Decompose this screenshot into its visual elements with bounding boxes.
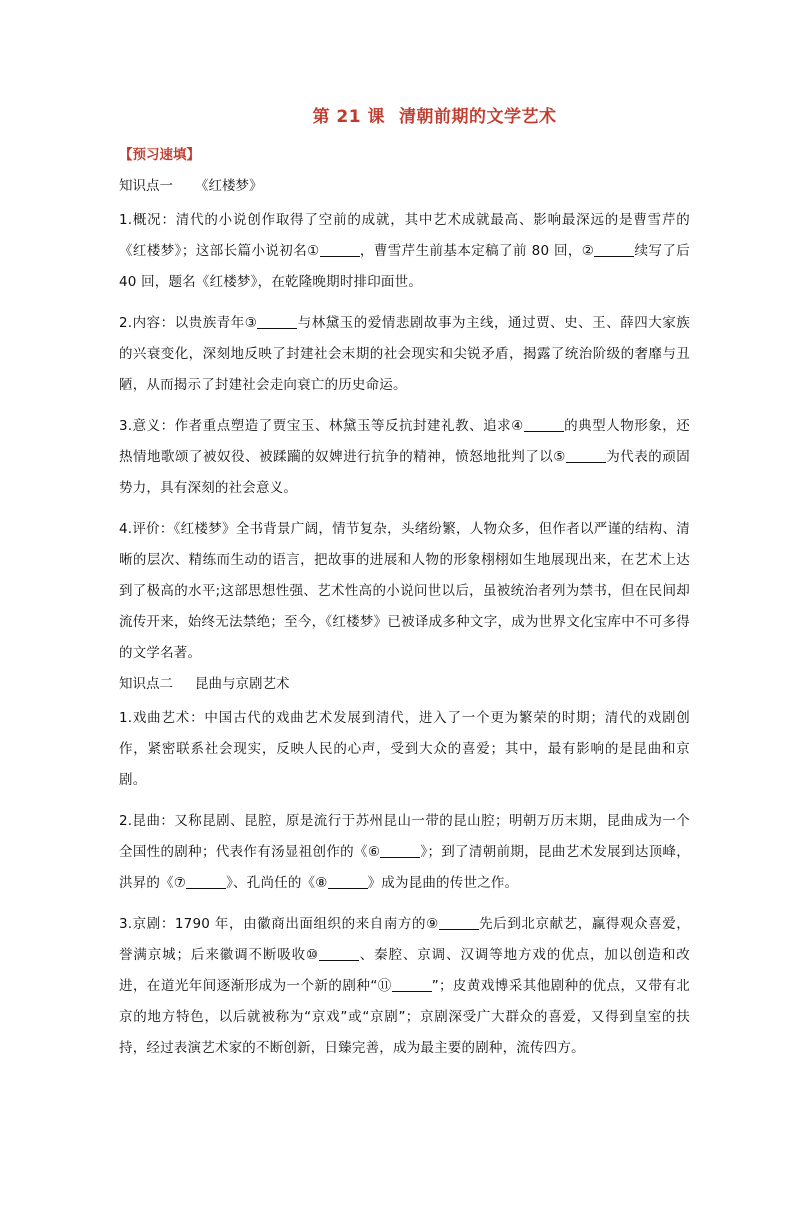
kp2-label: 知识点二 <box>119 676 173 692</box>
kp1-item-4 <box>119 514 690 669</box>
blank-8 <box>328 874 368 889</box>
kp1-item-1-text-b: ，曹雪芹生前基本定稿了前 80 回，② <box>359 243 595 259</box>
knowledge-point-1-heading <box>119 177 690 195</box>
kp2-item-3 <box>119 909 690 1064</box>
blank-2 <box>594 242 634 257</box>
kp1-item-1-text-a: 1.概况：清代的小说创作取得了空前的成就，其中艺术成就最高、影响最深远的是曹雪芹的《红楼梦》；这部长篇小说初名① <box>119 212 690 259</box>
blank-7 <box>186 874 226 889</box>
kp2-item-2 <box>119 806 690 899</box>
kp2-item-3-text-b: 先后到北京献艺，赢得观众喜爱，誉满京城；后来徽调不断吸收⑩ <box>119 916 690 963</box>
lesson-number: 第 21 课 <box>312 107 385 127</box>
document-page <box>0 106 790 1224</box>
lesson-name: 清朝前期的文学艺术 <box>399 107 557 127</box>
kp1-item-3 <box>119 411 690 504</box>
kp1-item-3-text-a: 3.意义：作者重点塑造了贾宝玉、林黛玉等反抗封建礼教、追求④ <box>119 418 524 434</box>
kp1-label: 知识点一 <box>119 178 173 194</box>
kp2-item-2-text-b: 》；到了清朝前期，昆曲艺术发展到达顶峰，洪昇的《⑦ <box>119 844 690 891</box>
kp2-topic: 昆曲与京剧艺术 <box>195 676 290 692</box>
blank-4 <box>524 417 564 432</box>
blank-5 <box>566 448 606 463</box>
kp2-item-2-text-c: 》、孔尚任的《⑧ <box>226 875 328 891</box>
kp1-item-3-text-b: 的典型人物形象，还热情地歌颂了被奴役、被蹂躏的奴婢进行抗争的精神，愤怒地批判了以⑤ <box>119 418 690 465</box>
kp1-item-4-text: 4.评价：《红楼梦》全书背景广阔，情节复杂，头绪纷繁，人物众多，但作者以严谨的结构、清晰的层次、精练而生动的语言，把故事的进展和人物的形象栩栩如生地展现出来，在艺术上达到了极高的水平;这部思想性强、艺术性高的小说问世以后，虽被统治者列为禁书，但在民间却流传开来，始终无法禁绝；至今，《红楼梦》已被译成多种文字，成为世界文化宝库中不可多得的文学名著。 <box>119 521 690 661</box>
kp2-item-3-text-c: 、秦腔、京调、汉调等地方戏的优点，加以创造和改进，在道光年间逐渐形成为一个新的剧种“⑪ <box>119 947 690 994</box>
section-tag: 【预习速填】 <box>119 147 200 163</box>
knowledge-point-2-heading <box>119 675 690 693</box>
kp1-item-1-text-c: 续写了后 40 回，题名《红楼梦》，在乾隆晚期时排印面世。 <box>119 243 690 290</box>
kp2-item-3-text-a: 3.京剧：1790 年，由徽商出面组织的来自南方的⑨ <box>119 916 439 932</box>
kp1-item-1 <box>119 205 690 298</box>
kp1-item-2-text-b: 与林黛玉的爱情悲剧故事为主线，通过贾、史、王、薛四大家族的兴衰变化，深刻地反映了封建社会末期的社会现实和尖锐矛盾，揭露了统治阶级的奢靡与丑陋，从而揭示了封建社会走向衰亡的历史命运。 <box>119 315 690 393</box>
blank-3 <box>257 314 297 329</box>
lesson-title <box>119 106 690 128</box>
blank-10 <box>319 946 359 961</box>
kp2-item-2-text-a: 2.昆曲：又称昆剧、昆腔，原是流行于苏州昆山一带的昆山腔；明朝万历末期，昆曲成为一个全国性的剧种；代表作有汤显祖创作的《⑥ <box>119 813 690 860</box>
blank-9 <box>439 915 479 930</box>
kp1-item-3-text-c: 为代表的顽固势力，具有深刻的社会意义。 <box>119 449 690 496</box>
blank-11 <box>392 977 432 992</box>
kp1-topic: 《红楼梦》 <box>195 178 263 194</box>
kp1-item-2 <box>119 308 690 401</box>
kp2-item-1 <box>119 703 690 796</box>
blank-1 <box>320 242 360 257</box>
kp2-item-1-text: 1.戏曲艺术：中国古代的戏曲艺术发展到清代，进入了一个更为繁荣的时期；清代的戏剧创作，紧密联系社会现实，反映人民的心声，受到大众的喜爱；其中，最有影响的是昆曲和京剧。 <box>119 710 690 788</box>
kp2-item-3-text-d: ”；皮黄戏博采其他剧种的优点，又带有北京的地方特色，以后就被称为“京戏”或“京剧”；京剧深受广大群众的喜爱，又得到皇室的扶持，经过表演艺术家的不断创新，日臻完善，成为最主要的剧种，流传四方。 <box>119 978 691 1056</box>
blank-6 <box>380 843 420 858</box>
kp1-item-2-text-a: 2.内容：以贵族青年③ <box>119 315 258 331</box>
kp2-item-2-text-d: 》成为昆曲的传世之作。 <box>367 875 519 891</box>
